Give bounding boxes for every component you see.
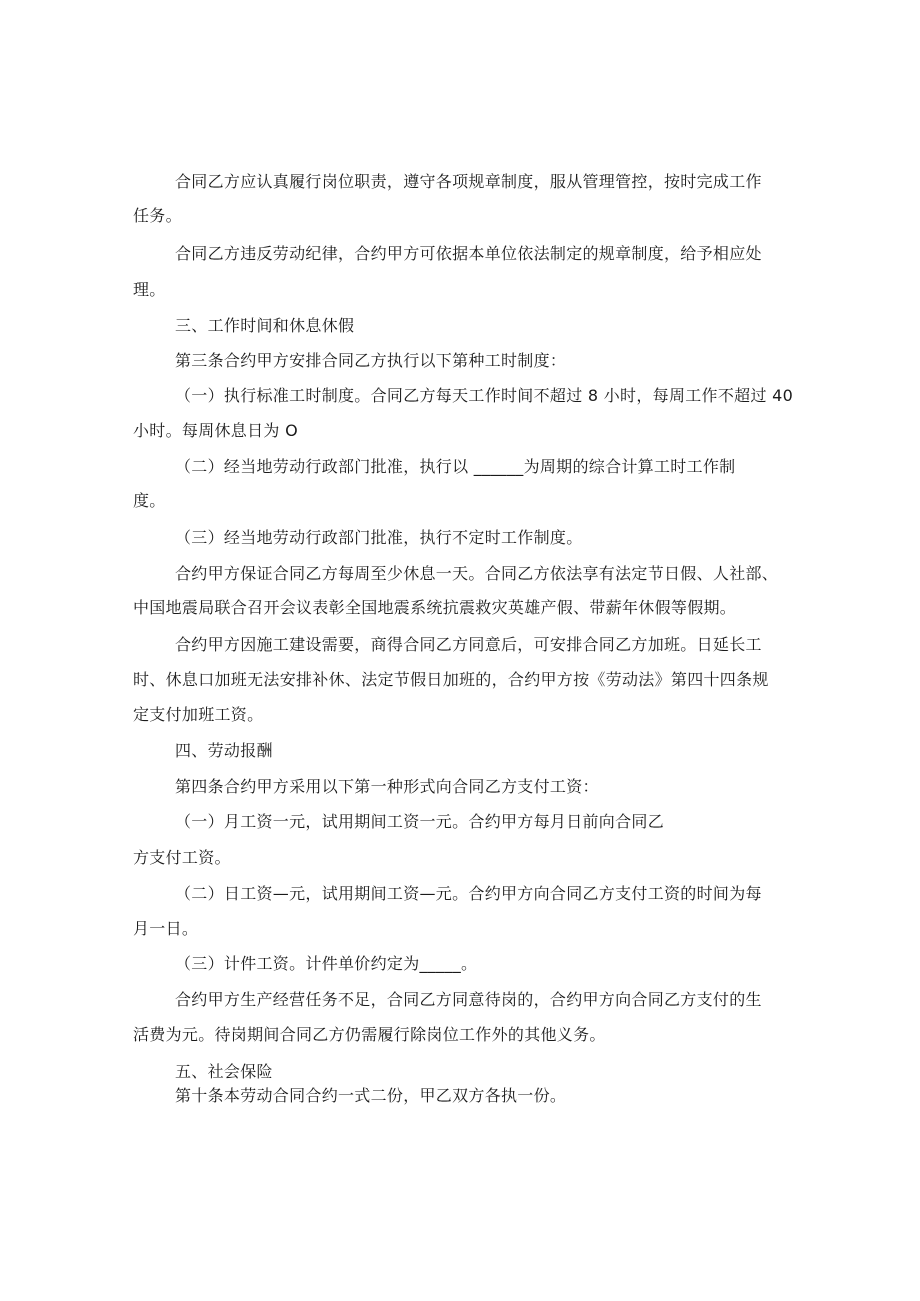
paragraph-line: 第三条合约甲方安排合同乙方执行以下第种工时制度： [175, 351, 567, 370]
paragraph-line: （三）经当地劳动行政部门批准，执行不定时工作制度。 [175, 528, 583, 547]
paragraph-line: 定支付加班工资。 [133, 705, 264, 724]
paragraph-line: 任务。 [133, 206, 182, 225]
paragraph-line: 第四条合约甲方采用以下第一种形式向合同乙方支付工资： [175, 777, 599, 796]
paragraph-line: 合同乙方违反劳动纪律，合约甲方可依据本单位依法制定的规章制度，给予相应处 [175, 244, 762, 263]
paragraph-line: 合约甲方生产经营任务不足，合同乙方同意待岗的，合约甲方向合同乙方支付的生 [175, 990, 762, 1009]
paragraph-line: 小时。每周休息日为 O [133, 421, 298, 440]
paragraph-line: 活费为元。待岗期间合同乙方仍需履行除岗位工作外的其他义务。 [133, 1025, 606, 1044]
paragraph-line: （二）经当地劳动行政部门批准，执行以 ______为周期的综合计算工时工作制 [175, 457, 736, 476]
paragraph-line: （三）计件工资。计件单价约定为_____。 [175, 954, 478, 973]
section-heading: 五、社会保险 [175, 1062, 273, 1081]
paragraph-line: 合约甲方保证合同乙方每周至少休息一天。合同乙方依法享有法定节日假、人社部、 [175, 564, 779, 583]
paragraph-line: （一）月工资一元，试用期间工资一元。合约甲方每月日前向合同乙 [175, 812, 665, 831]
paragraph-line: 合约甲方因施工建设需要，商得合同乙方同意后，可安排合同乙方加班。日延长工 [175, 635, 762, 654]
paragraph-line: 方支付工资。 [133, 848, 231, 867]
paragraph-line: （一）执行标准工时制度。合同乙方每天工作时间不超过 8 小时，每周工作不超过 40 [175, 386, 794, 405]
section-heading: 四、劳动报酬 [175, 741, 273, 760]
paragraph-line: 月一日。 [133, 919, 199, 938]
paragraph-line: 中国地震局联合召开会议表彰全国地震系统抗震救灾英雄产假、带薪年休假等假期。 [133, 598, 737, 617]
paragraph-line: 合同乙方应认真履行岗位职责，遵守各项规章制度，服从管理管控，按时完成工作 [175, 172, 762, 191]
paragraph-line: 理。 [133, 280, 166, 299]
paragraph-line: 第十条本劳动合同合约一式二份，甲乙双方各执一份。 [175, 1086, 567, 1105]
section-heading: 三、工作时间和休息休假 [175, 316, 355, 335]
paragraph-line: 时、休息口加班无法安排补休、法定节假日加班的，合约甲方按《劳动法》第四十四条规 [133, 670, 769, 689]
paragraph-line: 度。 [133, 491, 166, 510]
paragraph-line: （二）日工资—元，试用期间工资—元。合约甲方向合同乙方支付工资的时间为每 [175, 884, 762, 903]
